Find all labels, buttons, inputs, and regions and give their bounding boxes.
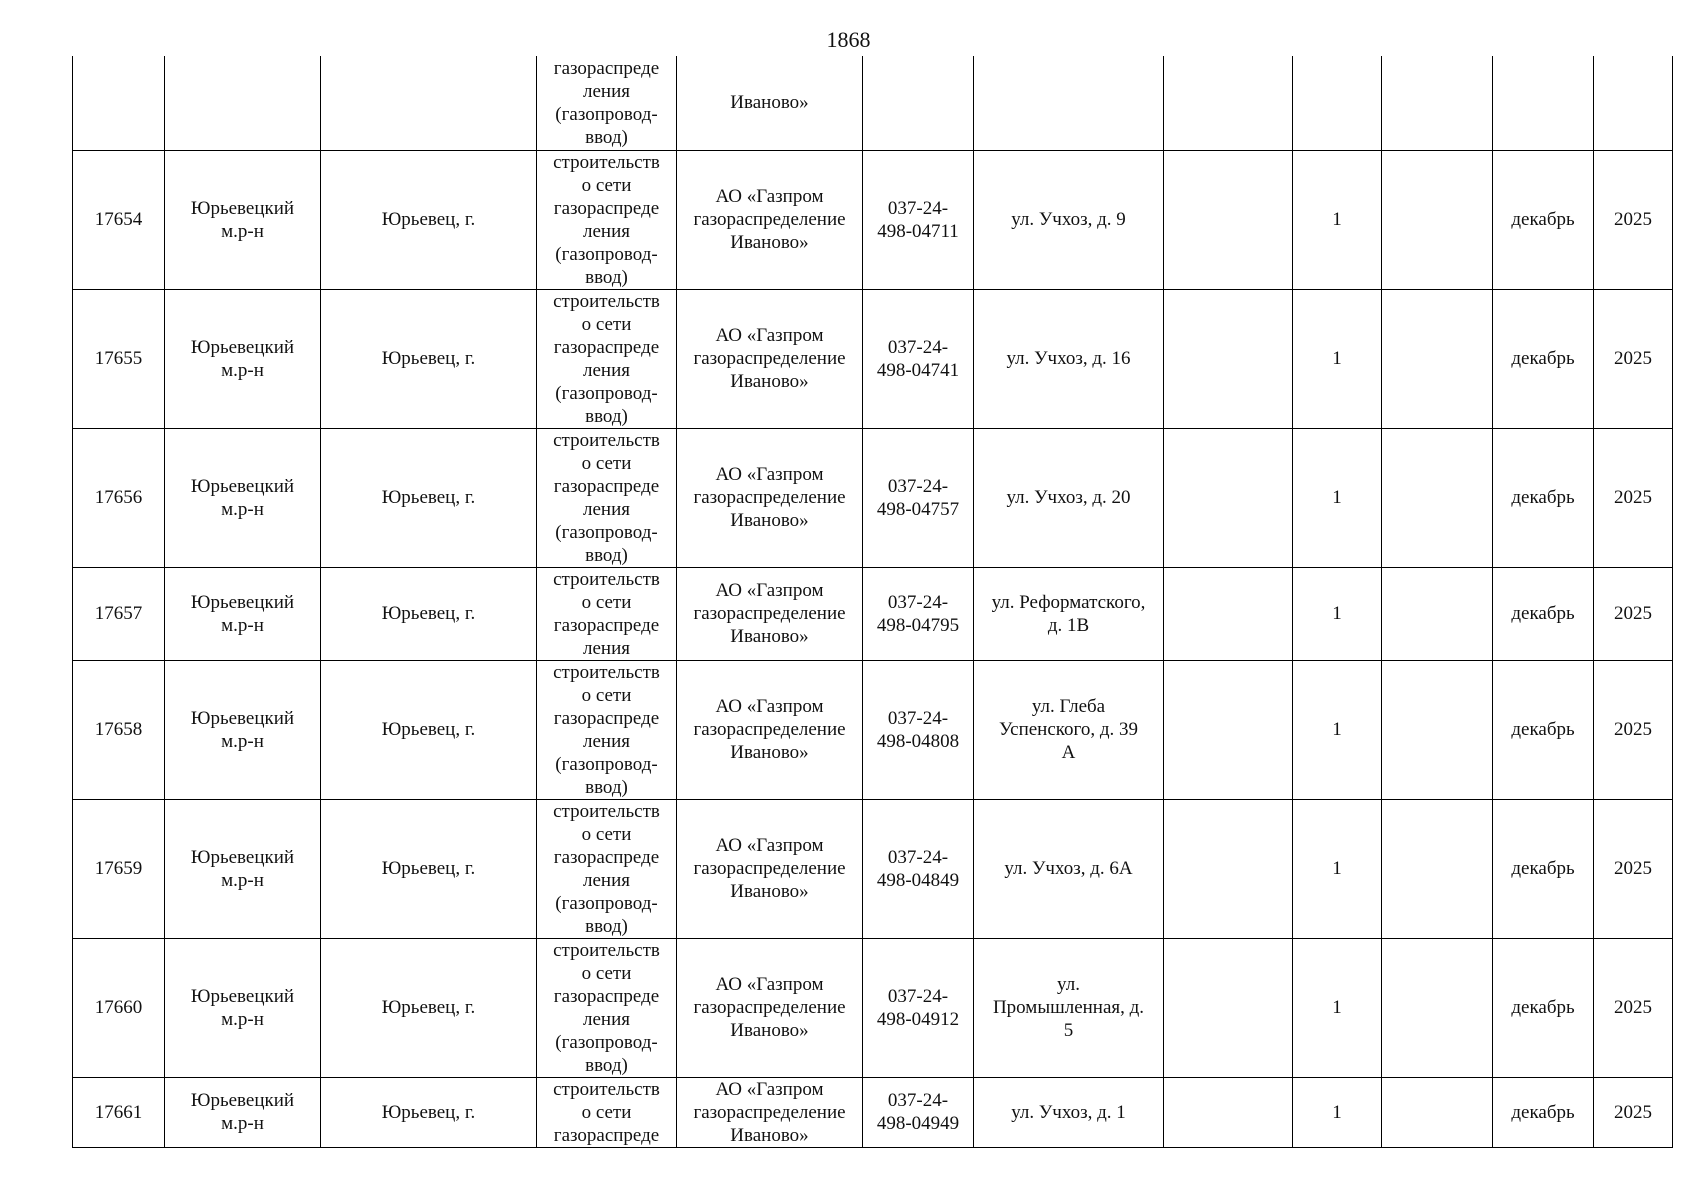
cell-extra-2: [1382, 428, 1493, 567]
cell-code: [863, 428, 974, 567]
cell-month: декабрь: [1493, 799, 1594, 938]
cell-month: декабрь: [1493, 938, 1594, 1077]
cell-line: 037-24-: [887, 475, 949, 497]
cell-line: газораспределение: [693, 487, 846, 508]
gas-works-table: [72, 56, 1673, 1148]
cell-line: о сети: [581, 823, 632, 845]
cell-locality: Юрьевец, г.: [321, 799, 537, 938]
cell-line: д. 1В: [1047, 614, 1090, 636]
cell-line: ления: [583, 637, 630, 659]
cell-year: 2025: [1594, 660, 1673, 799]
cell-locality: Юрьевец, г.: [321, 660, 537, 799]
cell-line: 037-24-: [887, 985, 949, 1007]
cell-qty: 1: [1293, 567, 1382, 660]
cell-org: [677, 56, 863, 150]
cell-line: Промышленная, д.: [992, 997, 1145, 1018]
cell-org: [677, 150, 863, 289]
cell-code: [863, 799, 974, 938]
cell-line: строительств: [553, 568, 660, 590]
cell-work: [537, 428, 677, 567]
table-row: [73, 567, 1673, 660]
cell-extra-2: [1382, 799, 1493, 938]
table-row: [73, 799, 1673, 938]
cell-line: (газопровод-: [555, 753, 658, 775]
cell-work: [537, 938, 677, 1077]
cell-line: 037-24-: [887, 591, 949, 613]
cell-id: 17655: [73, 289, 165, 428]
cell-address: [974, 938, 1164, 1077]
cell-line: газораспреде: [553, 336, 660, 358]
table-row: [73, 289, 1673, 428]
cell-extra-2: [1382, 150, 1493, 289]
cell-org: [677, 938, 863, 1077]
cell-extra: [1164, 799, 1293, 938]
cell-work: [537, 660, 677, 799]
cell-line: Иваново»: [730, 92, 809, 114]
cell-address: [974, 289, 1164, 428]
cell-extra: [1164, 567, 1293, 660]
cell-line: 037-24-: [887, 197, 949, 219]
cell-extra: [1164, 56, 1293, 150]
cell-month: декабрь: [1493, 150, 1594, 289]
cell-qty: 1: [1293, 799, 1382, 938]
cell-code: [863, 567, 974, 660]
cell-work: [537, 289, 677, 428]
cell-line: о сети: [581, 452, 632, 474]
cell-line: (газопровод-: [555, 103, 658, 125]
cell-extra-2: [1382, 56, 1493, 150]
cell-qty: 1: [1293, 150, 1382, 289]
cell-locality: [321, 56, 537, 150]
cell-locality: Юрьевец, г.: [321, 938, 537, 1077]
cell-line: газораспреде: [553, 1124, 660, 1146]
cell-line: ввод): [585, 544, 628, 566]
cell-locality: Юрьевец, г.: [321, 150, 537, 289]
cell-line: Юрьевецкий: [190, 707, 295, 729]
cell-line: Иваново»: [730, 1020, 809, 1041]
cell-line: газораспределение: [693, 603, 846, 624]
cell-extra-2: [1382, 1077, 1493, 1147]
cell-line: м.р-н: [221, 614, 264, 636]
cell-line: ввод): [585, 126, 628, 148]
cell-year: 2025: [1594, 1077, 1673, 1147]
cell-month: декабрь: [1493, 567, 1594, 660]
cell-line: о сети: [581, 313, 632, 335]
cell-year: 2025: [1594, 799, 1673, 938]
cell-line: строительств: [553, 939, 660, 961]
cell-line: газораспреде: [553, 846, 660, 868]
cell-line: ления: [583, 730, 630, 752]
cell-line: ввод): [585, 776, 628, 798]
cell-line: газораспреде: [553, 985, 660, 1007]
cell-district: [165, 1077, 321, 1147]
cell-year: 2025: [1594, 150, 1673, 289]
cell-line: ул. Учхоз, д. 1: [1011, 1101, 1126, 1123]
cell-address: [974, 56, 1164, 150]
cell-extra: [1164, 938, 1293, 1077]
cell-line: ул. Глеба: [1031, 696, 1106, 717]
cell-id: [73, 56, 165, 150]
cell-line: ул. Учхоз, д. 9: [1011, 209, 1126, 230]
cell-line: о сети: [581, 1101, 632, 1123]
cell-work: [537, 567, 677, 660]
cell-month: декабрь: [1493, 289, 1594, 428]
cell-extra: [1164, 660, 1293, 799]
cell-line: Иваново»: [730, 510, 809, 531]
cell-line: 498-04808: [876, 730, 960, 752]
cell-line: ления: [583, 869, 630, 891]
cell-line: строительств: [553, 1078, 660, 1100]
cell-line: Юрьевецкий: [190, 985, 295, 1007]
cell-line: строительств: [553, 290, 660, 312]
cell-line: ления: [583, 498, 630, 520]
cell-extra-2: [1382, 289, 1493, 428]
cell-line: Иваново»: [730, 742, 809, 763]
cell-extra: [1164, 150, 1293, 289]
cell-year: 2025: [1594, 428, 1673, 567]
cell-line: о сети: [581, 174, 632, 196]
cell-line: Иваново»: [730, 626, 809, 647]
cell-line: 037-24-: [887, 707, 949, 729]
cell-extra: [1164, 1077, 1293, 1147]
cell-line: А: [1061, 742, 1076, 763]
cell-district: [165, 567, 321, 660]
cell-line: Иваново»: [730, 1124, 809, 1146]
cell-line: строительств: [553, 429, 660, 451]
cell-line: 498-04757: [876, 498, 960, 520]
cell-line: м.р-н: [221, 359, 264, 381]
cell-line: АО «Газпром: [715, 835, 824, 856]
cell-line: газораспределение: [693, 997, 846, 1018]
cell-work: [537, 150, 677, 289]
cell-locality: Юрьевец, г.: [321, 428, 537, 567]
cell-district: [165, 938, 321, 1077]
cell-line: (газопровод-: [555, 892, 658, 914]
cell-line: Юрьевецкий: [190, 591, 295, 613]
table-row: [73, 938, 1673, 1077]
cell-code: [863, 1077, 974, 1147]
cell-line: АО «Газпром: [715, 464, 824, 485]
page-number: 1868: [826, 27, 871, 52]
cell-line: ул. Реформатского,: [991, 591, 1146, 613]
cell-id: 17654: [73, 150, 165, 289]
cell-code: [863, 938, 974, 1077]
cell-district: [165, 56, 321, 150]
cell-month: декабрь: [1493, 660, 1594, 799]
cell-qty: 1: [1293, 289, 1382, 428]
cell-id: 17660: [73, 938, 165, 1077]
cell-line: м.р-н: [221, 730, 264, 752]
cell-line: (газопровод-: [555, 243, 658, 265]
cell-line: Иваново»: [730, 881, 809, 902]
table-row: [73, 660, 1673, 799]
cell-line: ввод): [585, 405, 628, 427]
cell-address: [974, 150, 1164, 289]
cell-line: АО «Газпром: [715, 1078, 824, 1100]
cell-line: м.р-н: [221, 1113, 264, 1134]
cell-line: (газопровод-: [555, 382, 658, 404]
cell-qty: 1: [1293, 660, 1382, 799]
cell-id: 17659: [73, 799, 165, 938]
cell-line: 498-04711: [877, 220, 959, 242]
cell-id: 17656: [73, 428, 165, 567]
cell-line: Юрьевецкий: [190, 197, 295, 219]
cell-line: АО «Газпром: [715, 325, 824, 346]
cell-line: ления: [583, 80, 630, 102]
cell-org: [677, 289, 863, 428]
cell-code: [863, 56, 974, 150]
cell-id: 17658: [73, 660, 165, 799]
cell-address: [974, 660, 1164, 799]
cell-locality: Юрьевец, г.: [321, 289, 537, 428]
cell-line: ления: [583, 1008, 630, 1030]
cell-district: [165, 150, 321, 289]
cell-extra: [1164, 289, 1293, 428]
cell-address: [974, 567, 1164, 660]
cell-org: [677, 1077, 863, 1147]
table-row: [73, 428, 1673, 567]
cell-code: [863, 289, 974, 428]
cell-line: ул. Учхоз, д. 20: [1006, 487, 1131, 508]
cell-line: Успенского, д. 39: [998, 719, 1139, 740]
cell-year: [1594, 56, 1673, 150]
cell-line: газораспределение: [693, 858, 846, 879]
cell-line: 037-24-: [887, 336, 949, 358]
cell-line: АО «Газпром: [715, 580, 824, 601]
cell-line: 037-24-: [887, 846, 949, 868]
cell-qty: 1: [1293, 1077, 1382, 1147]
cell-address: [974, 1077, 1164, 1147]
cell-qty: [1293, 56, 1382, 150]
cell-id: 17657: [73, 567, 165, 660]
cell-line: Иваново»: [730, 371, 809, 392]
cell-line: ления: [583, 220, 630, 242]
cell-line: (газопровод-: [555, 521, 658, 543]
cell-line: Юрьевецкий: [190, 1090, 295, 1111]
cell-work: [537, 799, 677, 938]
cell-line: ввод): [585, 1054, 628, 1076]
cell-district: [165, 660, 321, 799]
table-row: [73, 1077, 1673, 1147]
cell-year: 2025: [1594, 567, 1673, 660]
cell-month: декабрь: [1493, 1077, 1594, 1147]
cell-work: [537, 56, 677, 150]
cell-extra: [1164, 428, 1293, 567]
cell-district: [165, 799, 321, 938]
cell-line: 5: [1063, 1020, 1074, 1041]
table-row: [73, 150, 1673, 289]
cell-line: Юрьевецкий: [190, 336, 295, 358]
cell-year: 2025: [1594, 938, 1673, 1077]
cell-line: ления: [583, 359, 630, 381]
cell-line: 498-04795: [876, 614, 960, 636]
cell-line: АО «Газпром: [715, 186, 824, 207]
cell-line: 498-04849: [876, 869, 960, 891]
cell-line: АО «Газпром: [715, 696, 824, 717]
cell-line: м.р-н: [221, 220, 264, 242]
cell-line: о сети: [581, 962, 632, 984]
cell-line: м.р-н: [221, 1008, 264, 1030]
cell-address: [974, 799, 1164, 938]
cell-line: ул. Учхоз, д. 6А: [1004, 858, 1133, 879]
cell-month: декабрь: [1493, 428, 1594, 567]
cell-line: газораспределение: [693, 1101, 846, 1123]
cell-district: [165, 289, 321, 428]
cell-line: о сети: [581, 591, 632, 613]
cell-line: ул.: [1057, 974, 1080, 995]
cell-line: 498-04912: [876, 1008, 960, 1030]
cell-year: 2025: [1594, 289, 1673, 428]
cell-line: газораспреде: [553, 707, 660, 729]
cell-line: ввод): [585, 915, 628, 937]
cell-org: [677, 567, 863, 660]
cell-line: газораспреде: [553, 57, 660, 79]
cell-line: Юрьевецкий: [190, 846, 295, 868]
cell-month: [1493, 56, 1594, 150]
cell-line: газораспреде: [553, 614, 660, 636]
cell-line: АО «Газпром: [715, 974, 824, 995]
cell-district: [165, 428, 321, 567]
cell-org: [677, 428, 863, 567]
cell-org: [677, 799, 863, 938]
cell-id: 17661: [73, 1077, 165, 1147]
table-body: [73, 56, 1673, 1147]
cell-line: м.р-н: [221, 498, 264, 520]
cell-extra-2: [1382, 938, 1493, 1077]
cell-qty: 1: [1293, 428, 1382, 567]
cell-line: о сети: [581, 684, 632, 706]
cell-line: Иваново»: [730, 232, 809, 253]
cell-line: газораспределение: [693, 209, 846, 230]
cell-code: [863, 150, 974, 289]
cell-qty: 1: [1293, 938, 1382, 1077]
cell-extra-2: [1382, 660, 1493, 799]
cell-address: [974, 428, 1164, 567]
cell-org: [677, 660, 863, 799]
table-row-continued: [73, 56, 1673, 150]
cell-line: 037-24-: [887, 1090, 949, 1111]
cell-code: [863, 660, 974, 799]
cell-work: [537, 1077, 677, 1147]
cell-line: газораспределение: [693, 348, 846, 369]
cell-line: Юрьевецкий: [190, 475, 295, 497]
cell-line: 498-04741: [876, 359, 960, 381]
cell-locality: Юрьевец, г.: [321, 567, 537, 660]
cell-line: газораспреде: [553, 197, 660, 219]
cell-extra-2: [1382, 567, 1493, 660]
cell-line: строительств: [553, 800, 660, 822]
cell-line: ввод): [585, 266, 628, 288]
cell-line: строительств: [553, 151, 660, 173]
cell-line: 498-04949: [876, 1113, 960, 1134]
cell-line: ул. Учхоз, д. 16: [1006, 348, 1131, 369]
cell-line: м.р-н: [221, 869, 264, 891]
cell-locality: Юрьевец, г.: [321, 1077, 537, 1147]
cell-line: газораспреде: [553, 475, 660, 497]
cell-line: (газопровод-: [555, 1031, 658, 1053]
cell-line: строительств: [553, 661, 660, 683]
cell-line: газораспределение: [693, 719, 846, 740]
